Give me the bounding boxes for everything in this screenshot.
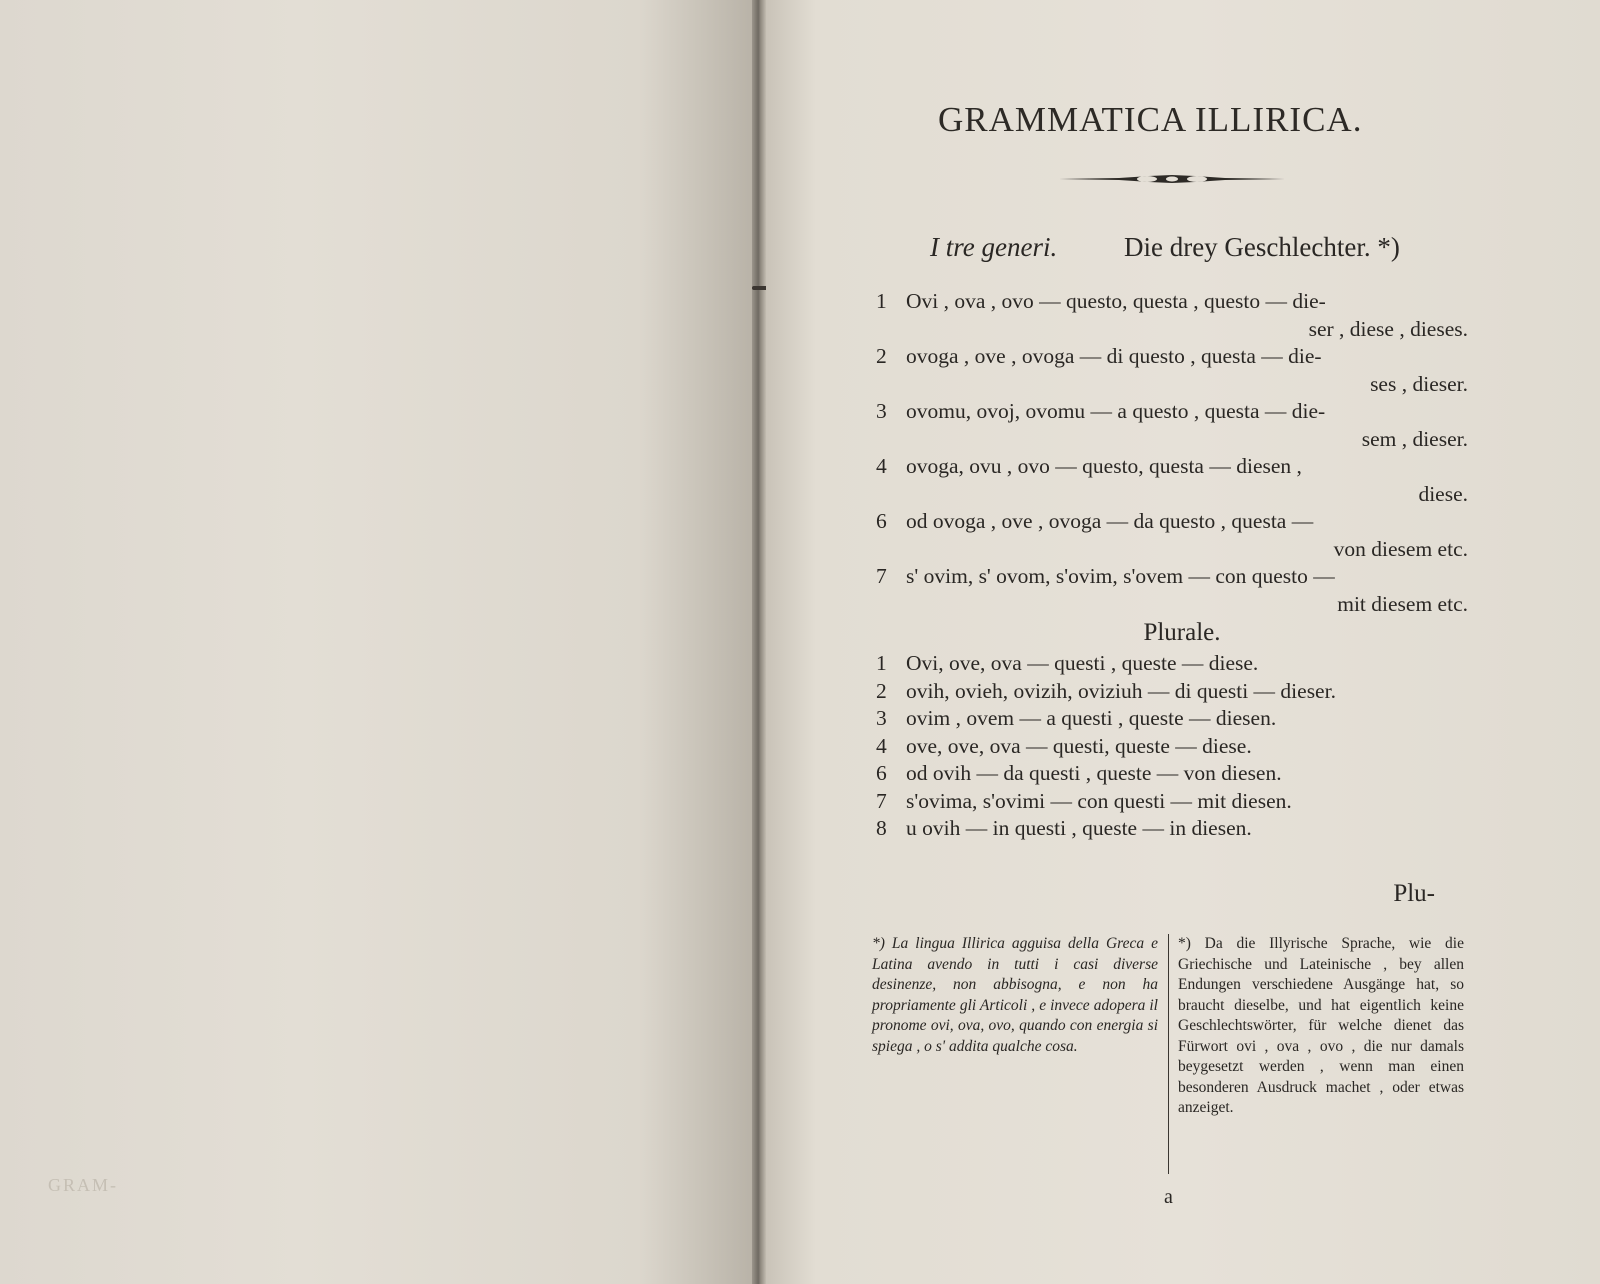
plural-line: s'ovima, s'ovimi — con questi — mit diesen. bbox=[906, 788, 1292, 813]
case-number: 1 bbox=[876, 651, 887, 675]
declension-row bbox=[876, 563, 1468, 591]
plural-line: u ovih — in questi , queste — in diesen. bbox=[906, 816, 1252, 840]
declension-continuation: diese. bbox=[1418, 481, 1468, 506]
declension-continuation: mit diesem etc. bbox=[1337, 591, 1468, 616]
plural-row bbox=[876, 678, 1468, 706]
plural-row bbox=[876, 815, 1468, 843]
declension-continuation: von diesem etc. bbox=[1333, 536, 1468, 561]
ornament-rule-icon bbox=[1059, 172, 1285, 186]
declension-line: ovoga, ovu , ovo — questo, questa — diesen , bbox=[906, 454, 1302, 478]
case-number: 6 bbox=[876, 761, 887, 785]
case-number: 3 bbox=[876, 399, 887, 423]
case-number: 7 bbox=[876, 564, 887, 588]
section-subheading bbox=[930, 232, 1470, 263]
plural-row bbox=[876, 788, 1468, 816]
case-number: 1 bbox=[876, 289, 887, 313]
subheading-italian: I tre generi. bbox=[930, 232, 1058, 262]
declension-row bbox=[876, 398, 1468, 426]
footnote-divider bbox=[1168, 934, 1169, 1174]
plural-line: ovih, ovieh, ovizih, oviziuh — di questi — dieser. bbox=[906, 678, 1336, 703]
plural-row bbox=[876, 705, 1468, 733]
declension-table bbox=[876, 288, 1468, 843]
declension-line: Ovi , ova , ovo — questo, questa , questo — die- bbox=[906, 289, 1326, 313]
declension-line: ovoga , ove , ovoga — di questo , questa — die- bbox=[906, 344, 1322, 368]
book-gutter bbox=[752, 0, 766, 1284]
plural-line: od ovih — da questi , queste — von diesen. bbox=[906, 761, 1282, 785]
case-number: 4 bbox=[876, 733, 887, 758]
case-number: 2 bbox=[876, 344, 887, 368]
plural-row bbox=[876, 650, 1468, 678]
case-number: 7 bbox=[876, 788, 887, 813]
declension-row bbox=[876, 288, 1468, 316]
declension-continuation: ses , dieser. bbox=[1370, 371, 1468, 396]
case-number: 8 bbox=[876, 816, 887, 840]
plural-row bbox=[876, 733, 1468, 761]
subheading-german: Die drey Geschlechter. *) bbox=[1123, 232, 1400, 262]
signature-mark: a bbox=[1164, 1186, 1173, 1208]
case-number: 2 bbox=[876, 678, 887, 703]
left-page bbox=[0, 0, 752, 1284]
declension-row bbox=[876, 453, 1468, 481]
case-number: 4 bbox=[876, 454, 887, 478]
declension-line: s' ovim, s' ovom, s'ovim, s'ovem — con questo — bbox=[906, 564, 1335, 588]
declension-line: ovomu, ovoj, ovomu — a questo , questa — die- bbox=[906, 399, 1326, 423]
plural-line: ovim , ovem — a questi , queste — diesen. bbox=[906, 706, 1277, 730]
declension-continuation: sem , dieser. bbox=[1361, 426, 1468, 451]
plural-row bbox=[876, 760, 1468, 788]
footnote-german: *) Da die Illyrische Sprache, wie die Griechische und Lateinische , bey allen Endungen verschiedene Ausgänge hat, so braucht dieselbe, und hat eigentlich keine Geschlechtswörter, für welche dienet das Fürwort ovi , ova , ovo , die nur damals beygesetzt werden , wenn man einen besonderen Ausdruck machet , oder etwas anzeiget. bbox=[1178, 935, 1464, 1116]
catchword: Plu- bbox=[1393, 880, 1435, 907]
plural-line: ove, ove, ova — questi, queste — diese. bbox=[906, 733, 1252, 758]
bleed-through-text: GRAM- bbox=[48, 1175, 119, 1195]
declension-line: od ovoga , ove , ovoga — da questo , questa — bbox=[906, 509, 1314, 533]
plural-heading: Plurale. bbox=[1143, 619, 1221, 646]
case-number: 3 bbox=[876, 706, 887, 730]
footnote-italian: *) La lingua Illirica agguisa della Greca e Latina avendo in tutti i casi diverse desinenze, non abbisogna, e non ha propriamente gli Articoli , e invece adopera il pronome ovi, ova, ovo, quando con energia si spiega , o s' addita qualche cosa. bbox=[872, 935, 1158, 1055]
plural-line: Ovi, ove, ova — questi , queste — diese. bbox=[906, 651, 1259, 675]
declension-continuation: ser , diese , dieses. bbox=[1308, 316, 1468, 341]
declension-row bbox=[876, 508, 1468, 536]
page-title: GRAMMATICA ILLIRICA. bbox=[938, 100, 1363, 139]
case-number: 6 bbox=[876, 509, 887, 533]
declension-row bbox=[876, 343, 1468, 371]
